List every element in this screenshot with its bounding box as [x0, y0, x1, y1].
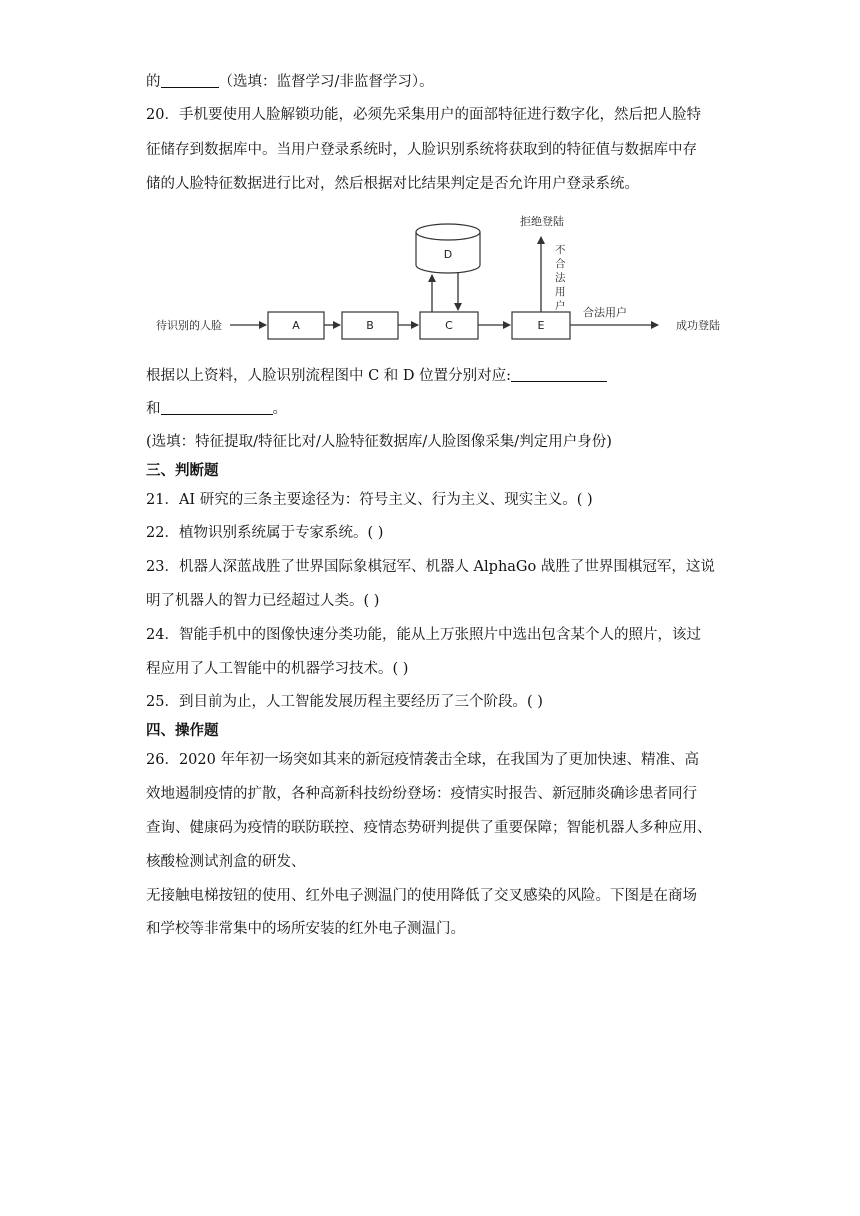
face-recognition-flowchart: [146, 205, 726, 350]
input-face-label: 待识别的人脸: [156, 319, 222, 332]
question-20-line-5: [146, 399, 287, 419]
success-label: 成功登陆: [676, 319, 720, 332]
illegal-user-char-2: 合: [555, 258, 566, 270]
question-25: 25．到目前为止，人工智能发展历程主要经历了三个阶段。( ): [146, 694, 543, 710]
question-20-options: (选填：特征提取/特征比对/人脸特征数据库/人脸图像采集/判定用户身份): [146, 434, 612, 450]
question-20-prompt: 根据以上资料，人脸识别流程图中 C 和 D 位置分别对应:: [146, 368, 512, 384]
question-26-line-5: 无接触电梯按钮的使用、红外电子测温门的使用降低了交叉感染的风险。下图是在商场: [146, 888, 697, 904]
illegal-user-char-4: 用: [555, 286, 566, 298]
question-26-line-6: 和学校等非常集中的场所安装的红外电子测温门。: [146, 921, 465, 937]
question-20-line-1: 20．手机要使用人脸解锁功能，必须先采集用户的面部特征进行数字化，然后把人脸特: [146, 107, 701, 123]
reject-label: 拒绝登陆: [520, 215, 564, 228]
section-3-heading: 三、判断题: [146, 462, 219, 479]
and-text: 和: [146, 401, 161, 417]
hint-text: （选填：监督学习/非监督学习）。: [218, 74, 434, 90]
question-20-line-3: 储的人脸特征数据进行比对，然后根据对比结果判定是否允许用户登录系统。: [146, 176, 639, 192]
question-26-line-2: 效地遏制疫情的扩散，各种高新科技纷纷登场：疫情实时报告、新冠肺炎确诊患者同行: [146, 786, 697, 802]
question-21: 21．AI 研究的三条主要途径为：符号主义、行为主义、现实主义。( ): [146, 492, 593, 508]
question-26-line-1: 26．2020 年年初一场突如其来的新冠疫情袭击全球，在我国为了更加快速、精准、高: [146, 752, 699, 768]
box-c-label: C: [445, 319, 453, 332]
answer-blank-c[interactable]: [511, 367, 607, 382]
prefix-text: 的: [146, 74, 161, 90]
question-22: 22．植物识别系统属于专家系统。( ): [146, 525, 384, 541]
section-4-heading: 四、操作题: [146, 722, 219, 739]
answer-line-prefix: [146, 72, 434, 92]
illegal-user-char-3: 法: [555, 272, 566, 284]
box-a-label: A: [292, 319, 300, 332]
illegal-user-char-5: 户: [555, 300, 566, 312]
question-24-line-1: 24．智能手机中的图像快速分类功能，能从上万张照片中选出包含某个人的照片，该过: [146, 627, 701, 643]
question-26-line-4: 核酸检测试剂盒的研发、: [146, 854, 306, 870]
question-24-line-2: 程应用了人工智能中的机器学习技术。( ): [146, 661, 409, 677]
illegal-user-char-1: 不: [555, 244, 566, 256]
question-26-line-3: 查询、健康码为疫情的联防联控、疫情态势研判提供了重要保障；智能机器人多种应用、: [146, 820, 712, 836]
answer-blank-d[interactable]: [161, 400, 273, 415]
legal-user-label: 合法用户: [583, 306, 627, 319]
question-20-line-4: [146, 366, 607, 386]
period-text: 。: [272, 401, 287, 417]
answer-blank[interactable]: [161, 73, 219, 88]
box-b-label: B: [366, 319, 374, 332]
box-e-label: E: [537, 319, 545, 332]
database-d-label: D: [443, 248, 453, 261]
question-23-line-1: 23．机器人深蓝战胜了世界国际象棋冠军、机器人 AlphaGo 战胜了世界围棋冠军，这说: [146, 559, 715, 575]
question-20-line-2: 征储存到数据库中。当用户登录系统时，人脸识别系统将获取到的特征值与数据库中存: [146, 142, 697, 158]
question-23-line-2: 明了机器人的智力已经超过人类。( ): [146, 593, 380, 609]
